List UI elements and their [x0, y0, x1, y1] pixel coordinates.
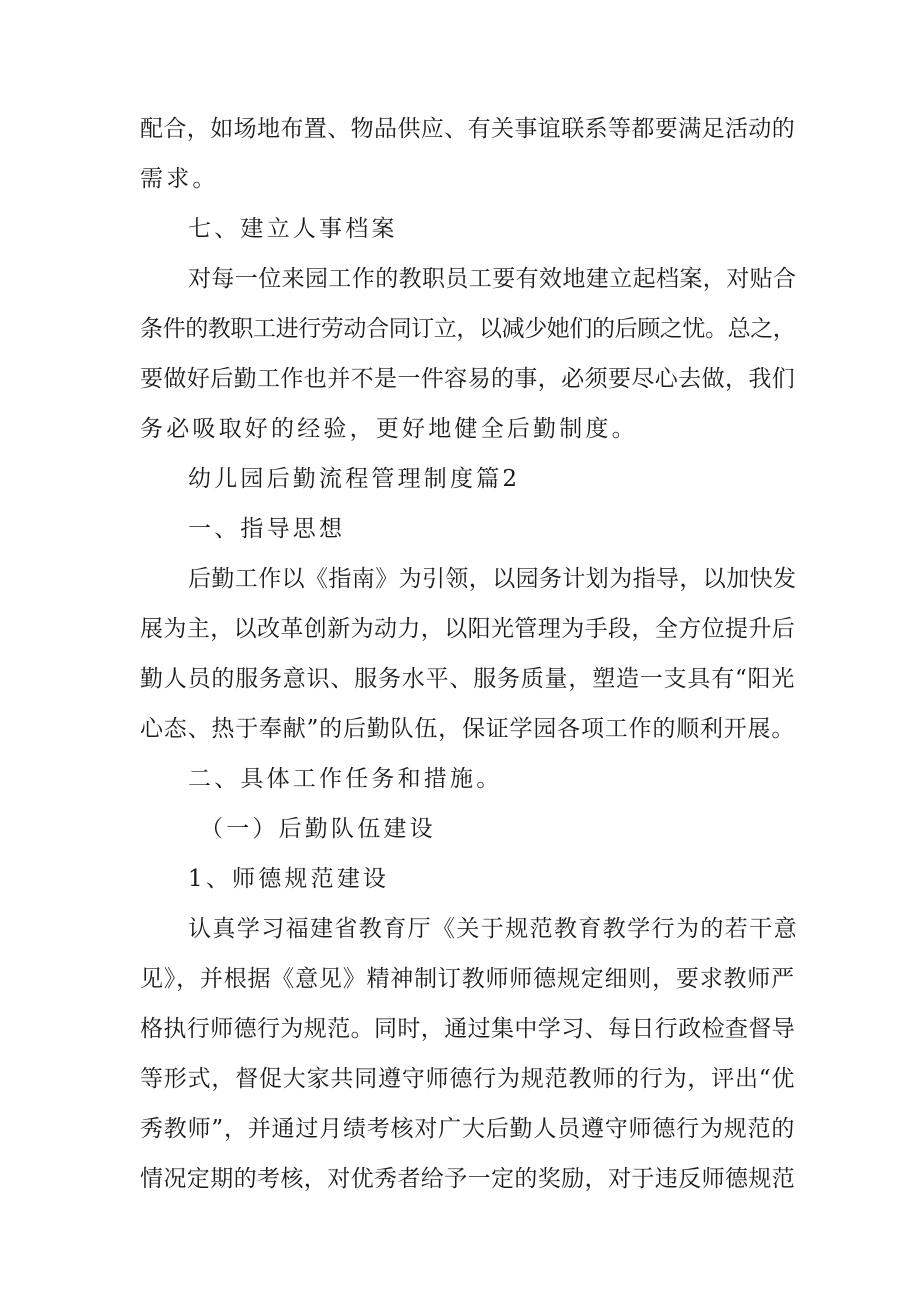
paragraph-line: 情况定期的考核，对优秀者给予一定的奖励，对于违反师德规范 [140, 1166, 796, 1192]
paragraph-line: 展为主，以改革创新为动力，以阳光管理为手段，全方位提升后 [140, 616, 796, 642]
paragraph-line: 后勤工作以《指南》为引领，以园务计划为指导，以加快发 [188, 566, 797, 592]
paragraph-line: 见》，并根据《意见》精神制订教师师德规定细则，要求教师严 [140, 966, 795, 992]
paragraph-line: 需求。 [140, 166, 219, 192]
paragraph-line: 格执行师德行为规范。同时，通过集中学习、每日行政检查督导 [140, 1016, 796, 1042]
paragraph-line: 条件的教职工进行劳动合同订立，以减少她们的后顾之忧。总之， [140, 316, 796, 342]
paragraph-line: 秀教师”，并通过月绩考核对广大后勤人员遵守师德行为规范的 [140, 1116, 796, 1142]
paragraph-line: 等形式，督促大家共同遵守师德行为规范教师的行为，评出“优 [140, 1066, 796, 1092]
paragraph-line: 心态、热于奉献”的后勤队伍，保证学园各项工作的顺利开展。 [140, 716, 796, 742]
paragraph-line: 要做好后勤工作也并不是一件容易的事，必须要尽心去做，我们 [140, 366, 796, 392]
section-heading: 一、指导思想 [188, 516, 346, 542]
subsection-heading: 1、师德规范建设 [188, 866, 390, 892]
paragraph-line: 配合，如场地布置、物品供应、有关事谊联系等都要满足活动的 [140, 116, 796, 142]
paragraph-line: 对每一位来园工作的教职员工要有效地建立起档案，对贴合 [188, 266, 797, 292]
paragraph-line: 务必吸取好的经验，更好地健全后勤制度。 [140, 416, 638, 442]
section-heading: 二、具体工作任务和措施。 [188, 766, 503, 792]
subsection-heading: （一）后勤队伍建设 [200, 816, 436, 842]
section-heading: 七、建立人事档案 [188, 216, 398, 242]
article-title: 幼儿园后勤流程管理制度篇2 [188, 466, 521, 492]
paragraph-line: 认真学习福建省教育厅《关于规范教育教学行为的若干意 [188, 916, 798, 942]
paragraph-line: 勤人员的服务意识、服务水平、服务质量，塑造一支具有“阳光 [140, 666, 796, 692]
